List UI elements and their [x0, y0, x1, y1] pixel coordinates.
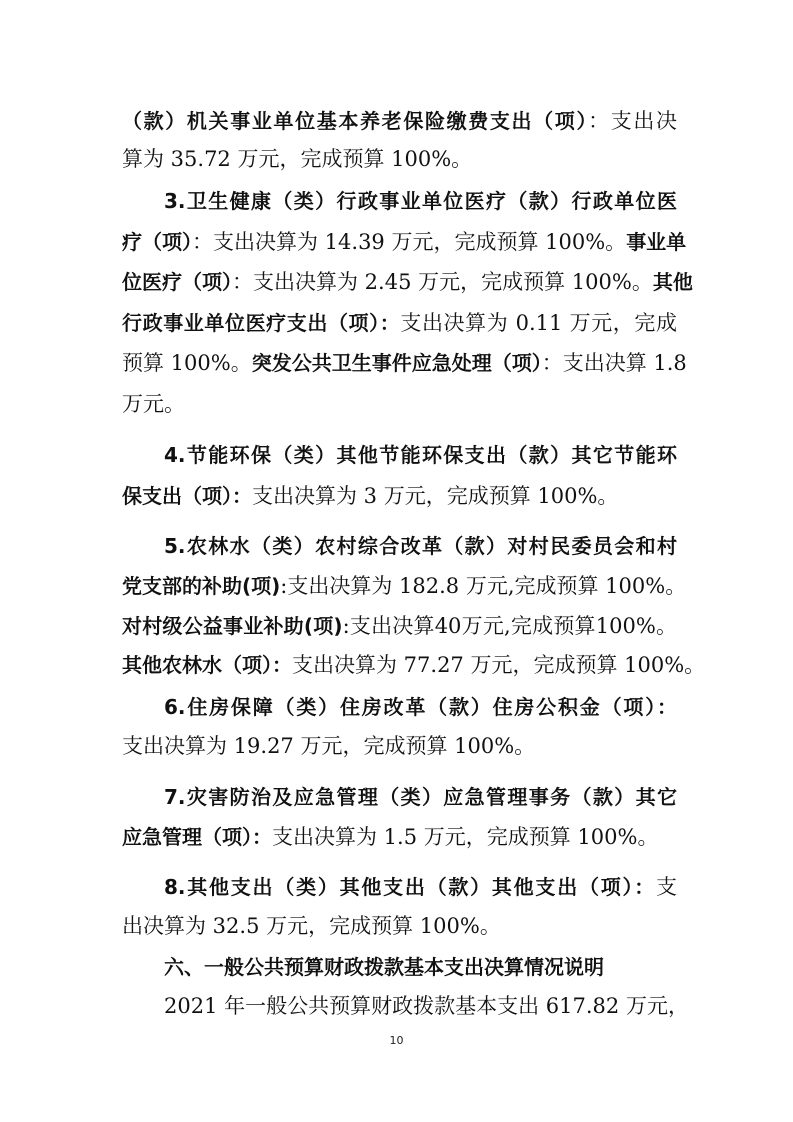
bold-text: 6.住房保障（类）住房改革（款）住房公积金（项）： [164, 695, 677, 719]
body-text: ：支出决算为 14.39 万元，完成预算 100%。 [192, 230, 627, 254]
text-line [122, 228, 687, 256]
bold-text: 3.卫生健康（类）行政事业单位医疗（款）行政单位医 [164, 189, 677, 213]
text-line [122, 651, 706, 679]
bold-text: 4.节能环保（类）其他节能环保支出（款）其它节能环 [164, 443, 677, 467]
bold-text: 其他 [652, 270, 693, 294]
text-line [122, 912, 677, 940]
text-line [122, 482, 677, 510]
text-line [122, 349, 687, 377]
body-text: 出决算为 32.5 万元，完成预算 100%。 [122, 914, 501, 938]
body-text: 支出决算为 3 万元，完成预算 100%。 [252, 484, 619, 508]
body-text: ：支出决算为 2.45 万元，完成预算 100%。 [232, 270, 653, 294]
bold-text: 对村级公益事业补助(项) [122, 614, 343, 638]
bold-text: 保支出（项）： [122, 484, 252, 508]
text-line [122, 612, 677, 640]
body-text: ：支出决算 1.8 [541, 351, 687, 375]
bold-text: 事业单 [626, 230, 687, 254]
bold-text: （款）机关事业单位基本养老保险缴费支出（项） [122, 109, 589, 133]
text-line [122, 732, 677, 760]
section-heading [164, 441, 677, 469]
page-number: 10 [389, 1034, 404, 1047]
section-heading [164, 693, 677, 721]
text-line [122, 268, 693, 296]
bold-text: 应急管理（项）： [122, 825, 272, 849]
text-line [122, 823, 677, 851]
body-text: 支出决算为 1.5 万元，完成预算 100%。 [272, 825, 659, 849]
text-line [164, 992, 689, 1020]
section-heading [164, 783, 677, 811]
body-text: 支出决算为 19.27 万元，完成预算 100%。 [122, 734, 536, 758]
text-line [122, 145, 677, 173]
body-text: 2021 年一般公共预算财政拨款基本支出 617.82 万元， [164, 994, 689, 1018]
text-line [122, 572, 687, 600]
text-line [122, 390, 677, 418]
section-heading [164, 532, 677, 560]
bold-text: 六、一般公共预算财政拨款基本支出决算情况说明 [164, 955, 604, 979]
bold-text: 其他农林水（项）： [122, 653, 292, 677]
bold-text: 疗（项） [122, 230, 192, 254]
section-heading [164, 187, 677, 215]
bold-text: 8.其他支出（类）其他支出（款）其他支出（项）： [164, 875, 656, 899]
bold-text: 位医疗（项） [122, 270, 232, 294]
bold-text: 行政事业单位医疗支出（项）： [122, 311, 401, 335]
body-text: :支出决算为 182.8 万元,完成预算 100%。 [280, 574, 687, 598]
bold-text: 7.灾害防治及应急管理（类）应急管理事务（款）其它 [164, 785, 677, 809]
text-line [122, 107, 677, 135]
body-text: 万元。 [122, 392, 185, 416]
bold-text: 5.农林水（类）农村综合改革（款）对村民委员会和村 [164, 534, 677, 558]
body-text: 算为 35.72 万元，完成预算 100%。 [122, 147, 473, 171]
body-text: 支 [656, 875, 677, 899]
section-heading [164, 873, 677, 901]
bold-text: 突发公共卫生事件应急处理（项） [251, 351, 542, 375]
body-text: :支出决算40万元,完成预算100%。 [342, 614, 677, 638]
bold-text: 党支部的补助(项) [122, 574, 281, 598]
section-title [164, 953, 677, 981]
body-text: 预算 100%。 [122, 351, 252, 375]
body-text: 支出决算为 77.27 万元，完成预算 100%。 [292, 653, 706, 677]
body-text: ：支出决 [588, 109, 678, 133]
text-line [122, 309, 677, 337]
body-text: 支出决算为 0.11 万元，完成 [400, 311, 678, 335]
